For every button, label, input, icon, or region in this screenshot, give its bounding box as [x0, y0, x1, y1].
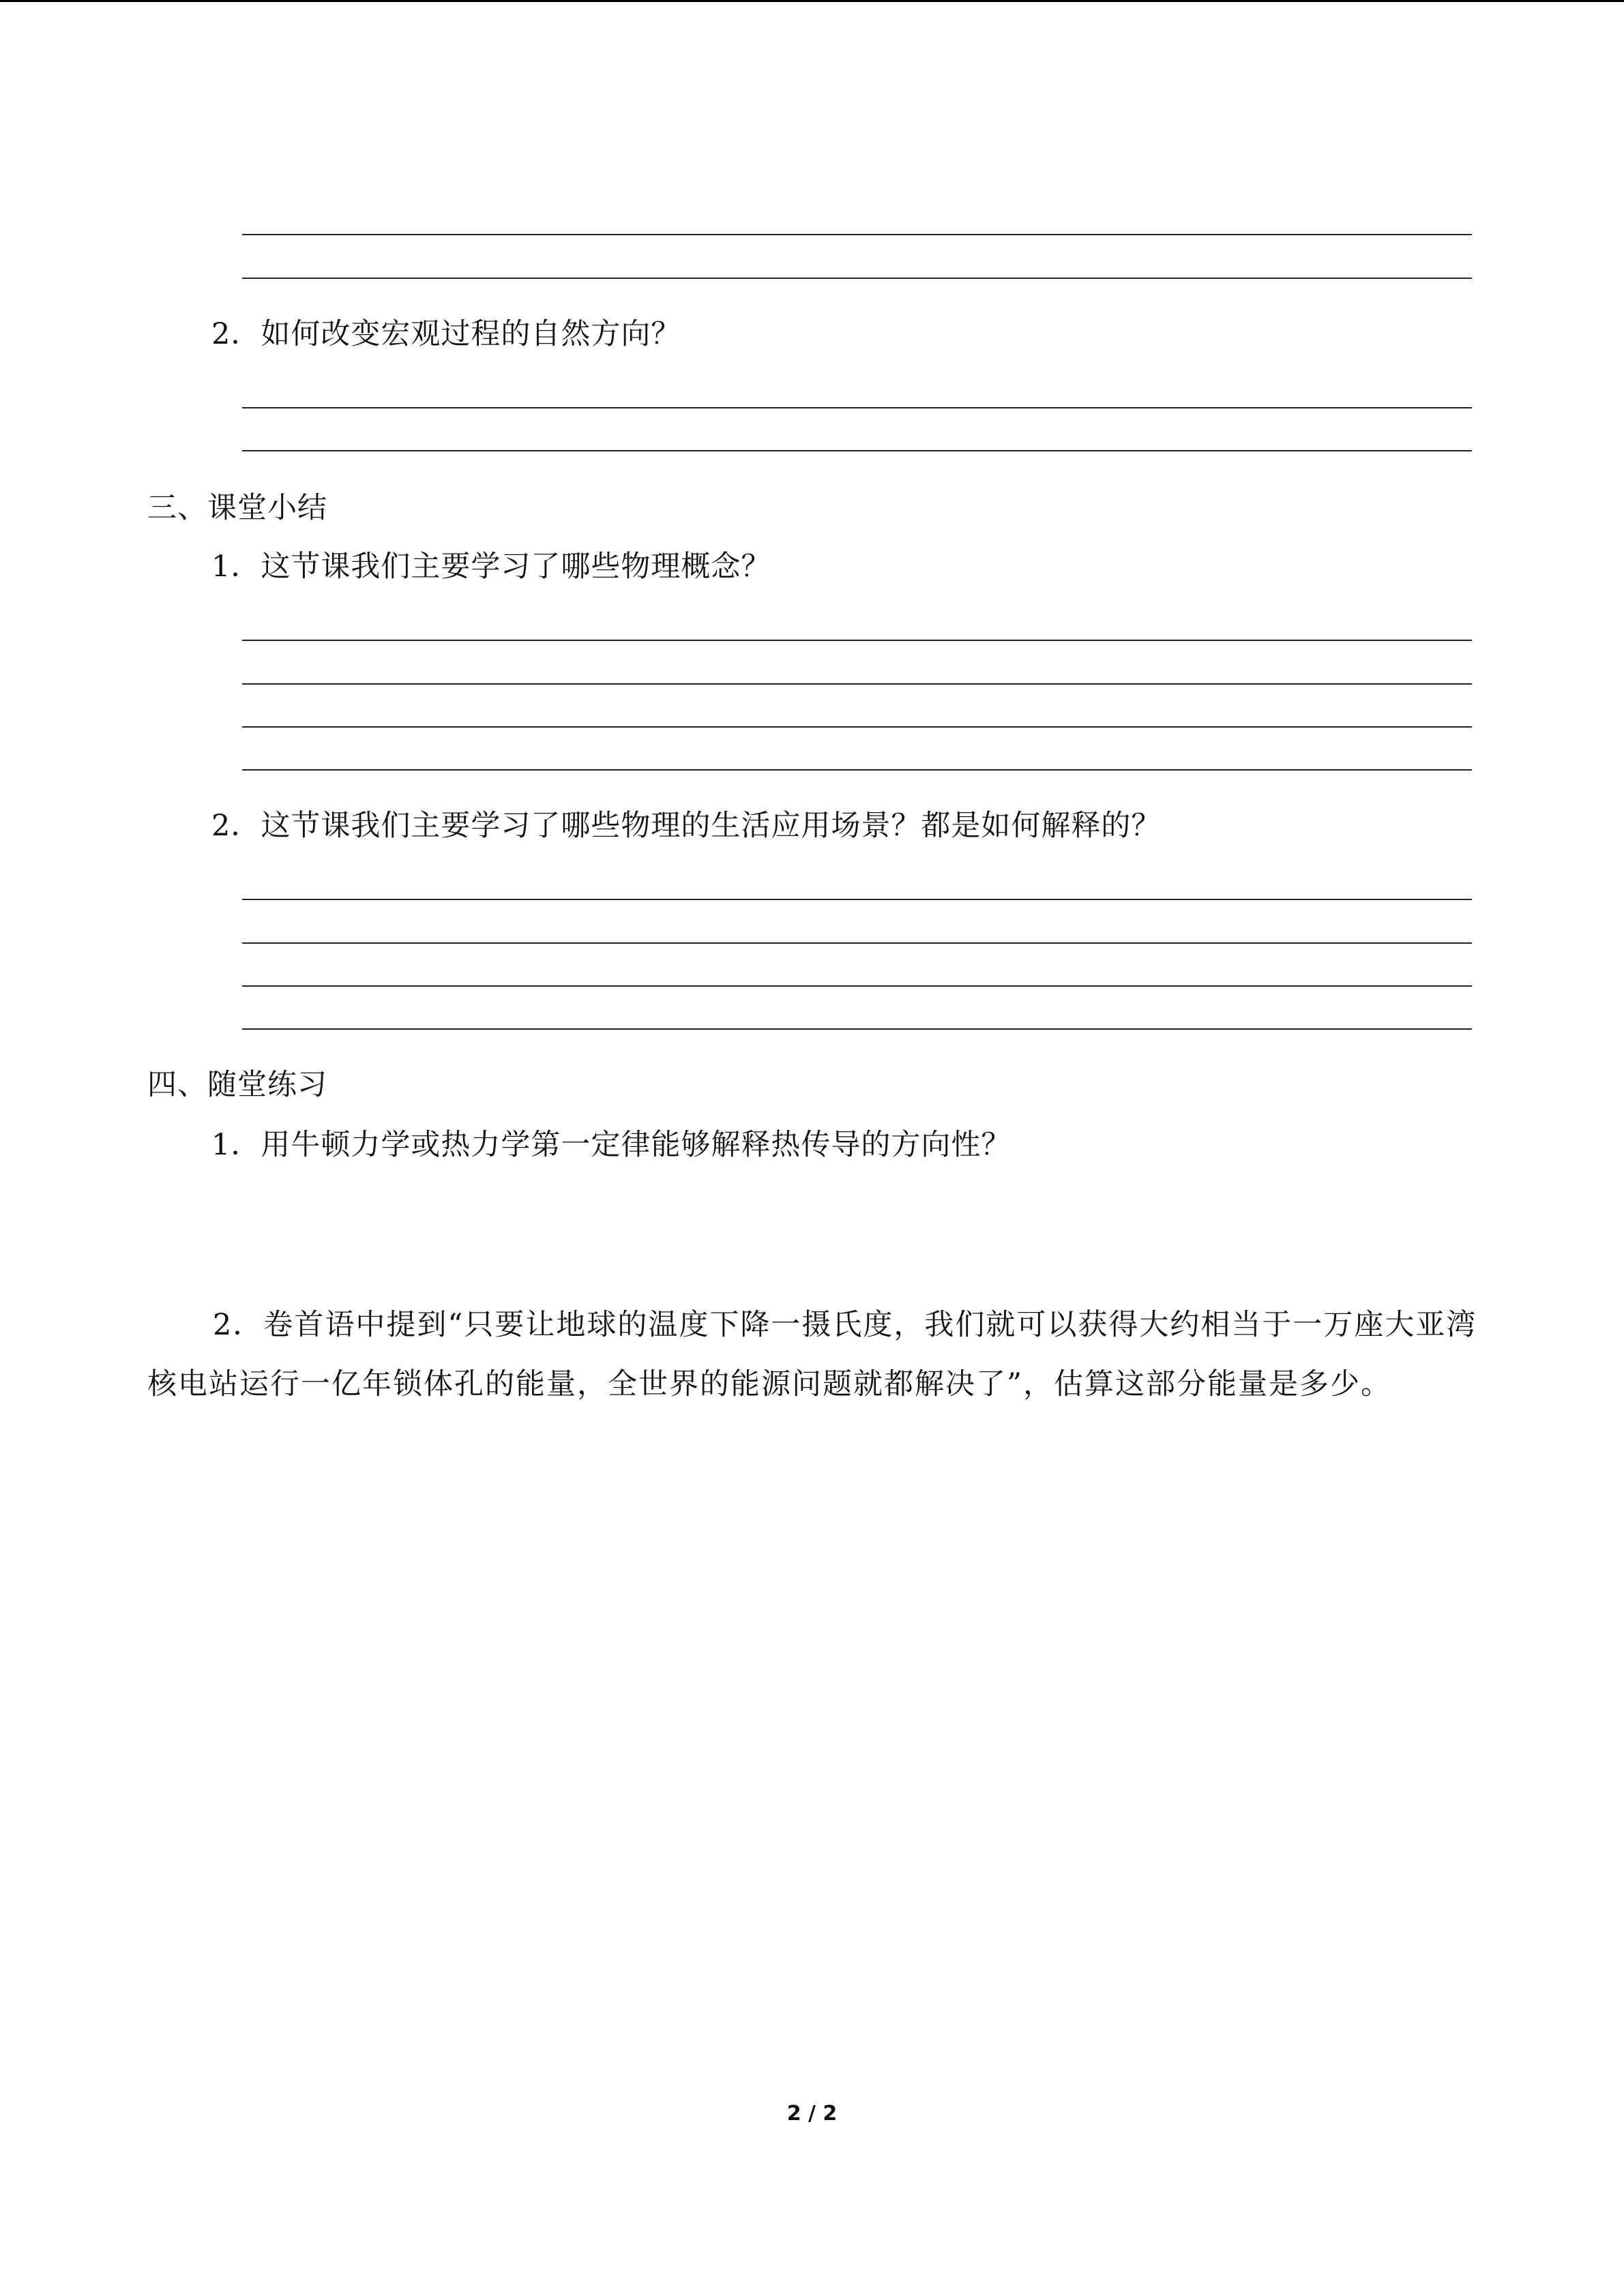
answer-line	[242, 899, 1472, 900]
answer-line	[242, 234, 1472, 235]
page-top-border	[0, 0, 1624, 2]
answer-line	[242, 942, 1472, 944]
section-4-question-2: 2．卷首语中提到“只要让地球的温度下降一摄氏度，我们就可以获得大约相当于一万座大亚湾核电站运行一亿年锁体孔的能量，全世界的能源问题就都解决了”，估算这部分能量是多少。	[147, 1308, 1477, 1401]
section-3-heading: 三、课堂小结	[147, 491, 327, 525]
answer-line	[242, 769, 1472, 771]
answer-line	[242, 450, 1472, 451]
answer-line	[242, 985, 1472, 987]
section-3-question-1: 1．这节课我们主要学习了哪些物理概念？	[211, 550, 771, 584]
page-number: 2 / 2	[786, 2102, 838, 2126]
section-3-question-2: 2．这节课我们主要学习了哪些物理的生活应用场景？都是如何解释的？	[211, 809, 1162, 843]
answer-line	[242, 683, 1472, 685]
question-2-natural-direction: 2．如何改变宏观过程的自然方向？	[211, 317, 681, 351]
section-4-question-1: 1．用牛顿力学或热力学第一定律能够解释热传导的方向性？	[211, 1128, 1012, 1162]
answer-line	[242, 278, 1472, 279]
answer-line	[242, 726, 1472, 728]
answer-line	[242, 407, 1472, 408]
answer-line	[242, 640, 1472, 641]
answer-line	[242, 1028, 1472, 1030]
section-4-heading: 四、随堂练习	[147, 1068, 327, 1102]
